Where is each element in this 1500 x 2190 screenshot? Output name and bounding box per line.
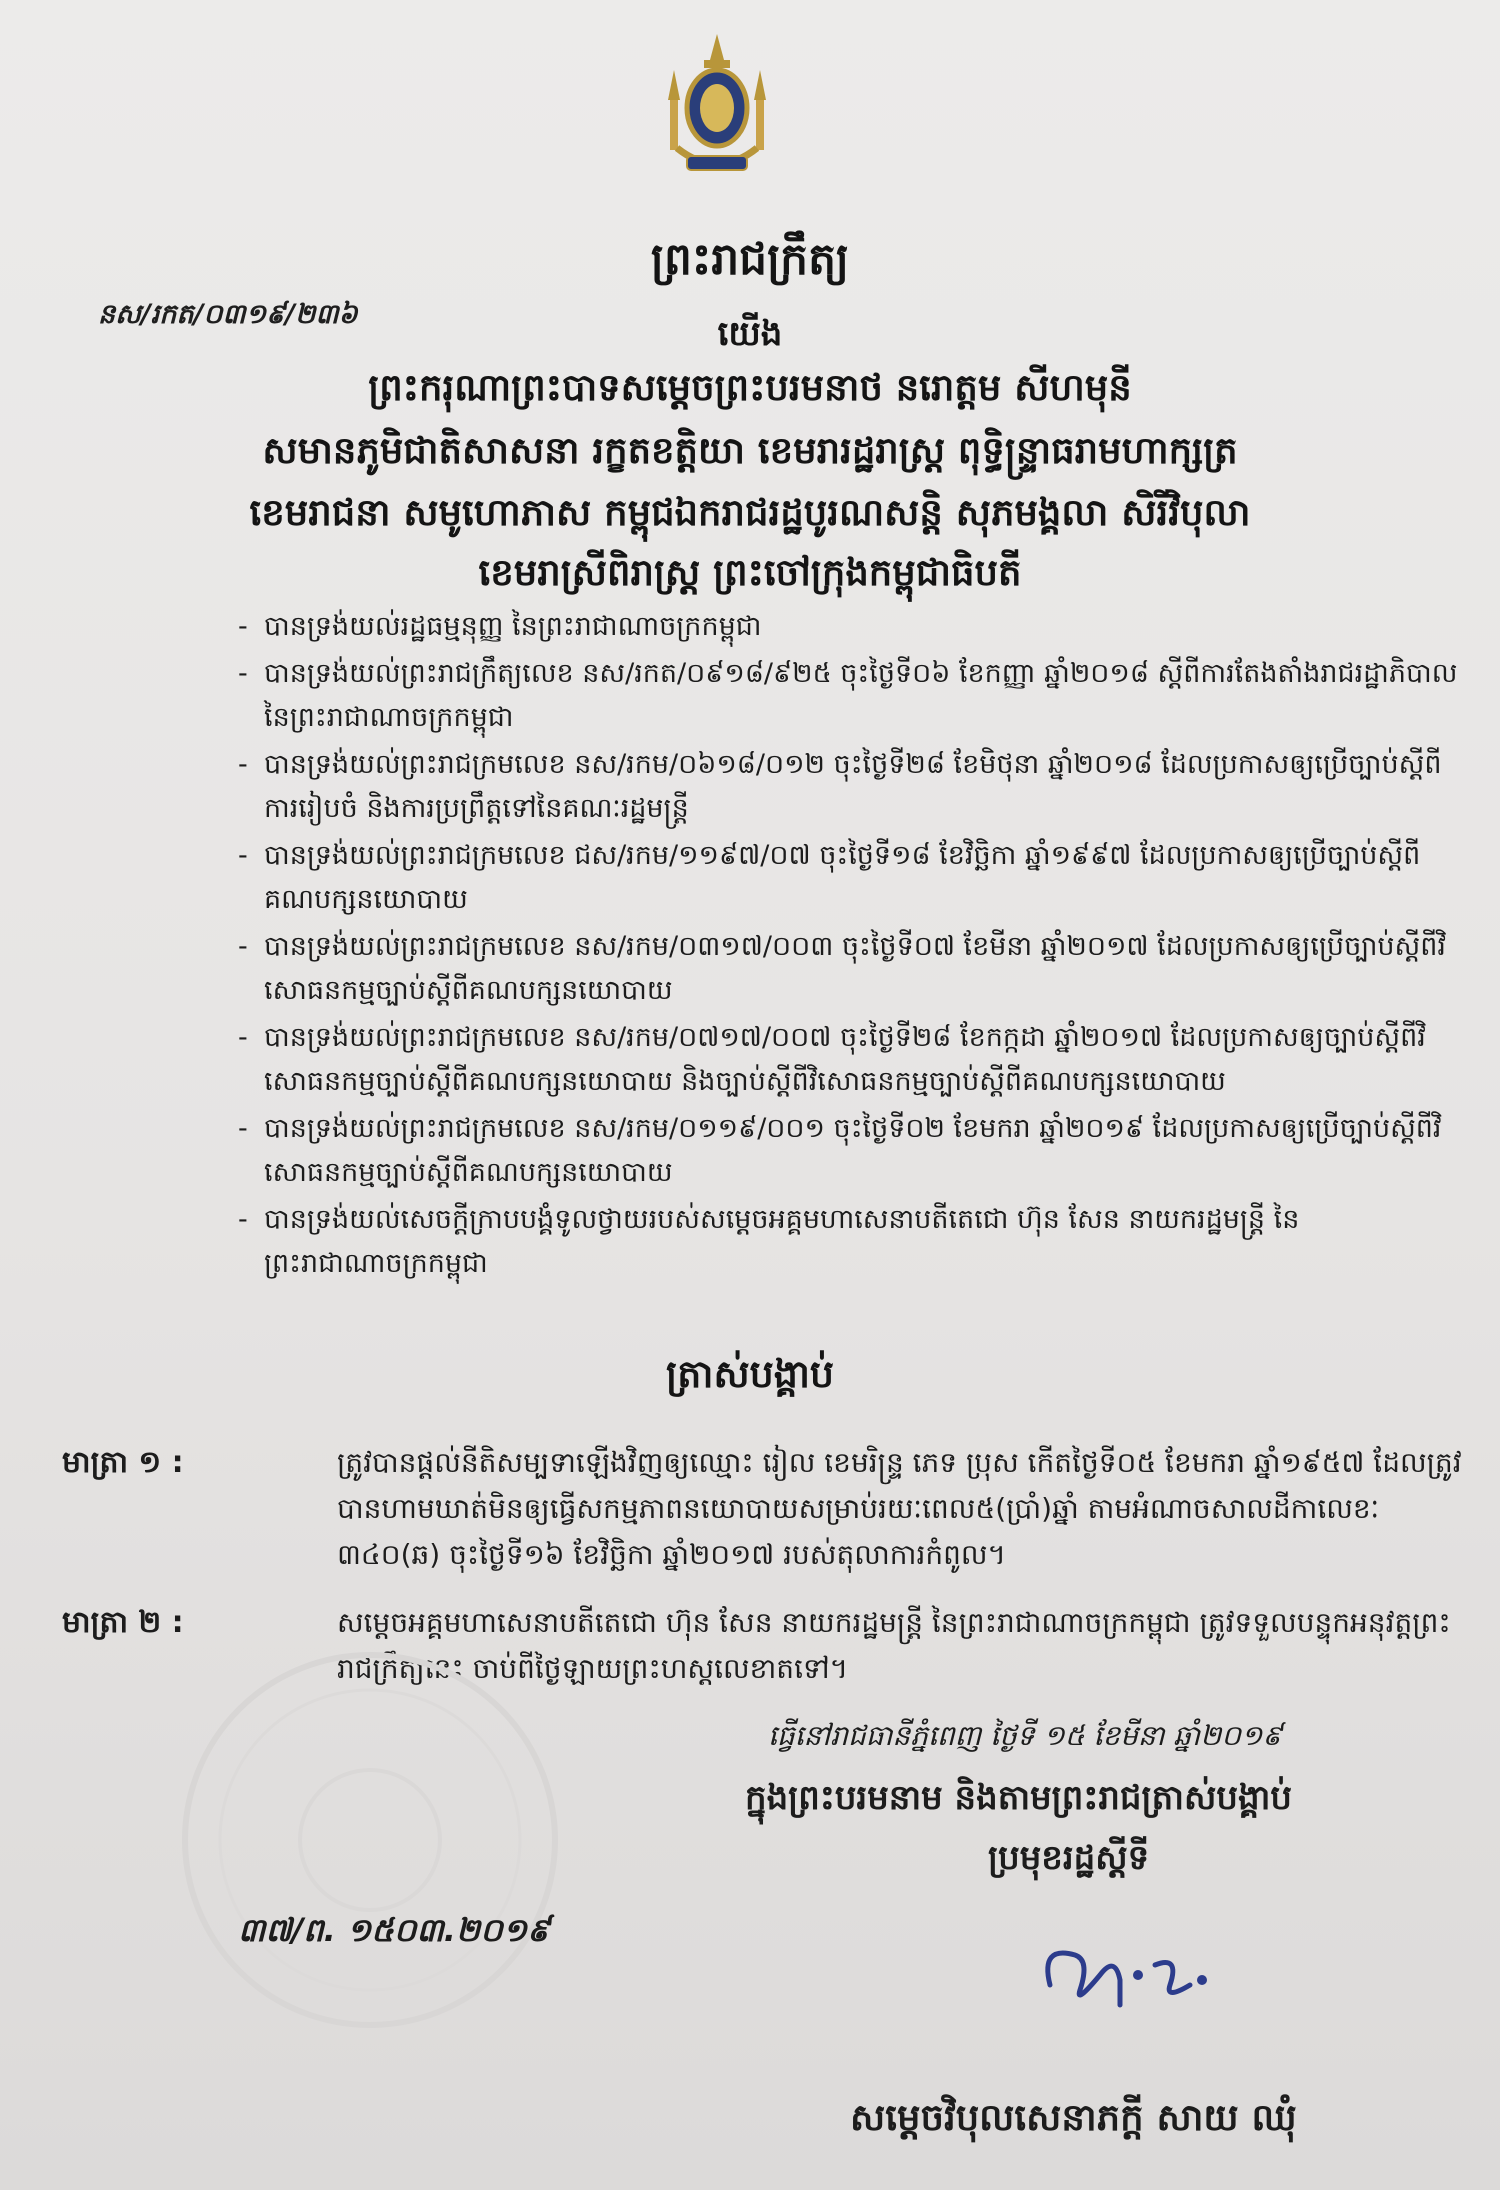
embossed-seal-icon [170,1640,570,2040]
king-title-line-3: ខេមរាជនា សមូហោភាស កម្ពុជឯករាជរដ្ឋបូរណសន្តិ សុភមង្គលា សិរីវិបុលា [249,491,1251,534]
recital-item: - បានទ្រង់យល់ព្រះរាជក្រមលេខ ជស/រកម/១១៩៧/០៧ ចុះថ្ងៃទី១៨ ខែវិច្ឆិកា ឆ្នាំ១៩៩៧ ដែលប្រកាសឲ្យប្រើច្បាប់ស្តីពីគណបក្សនយោបាយ [238,840,1421,915]
recital-item: - បានទ្រង់យល់ព្រះរាជក្រមលេខ នស/រកម/០៦១៨/០១២ ចុះថ្ងៃទី២៨ ខែមិថុនា ឆ្នាំ២០១៨ ដែលប្រកាសឲ្យប្រើច្បាប់ស្តីពីការរៀបចំ និងការប្រព្រឹត្តទៅនៃគណៈរដ្ឋមន្ត្រី [238,749,1442,824]
signature-authority-line: ក្នុងព្រះបរមនាម និងតាមព្រះរាជត្រាស់បង្គាប់ [745,1778,1292,1818]
recital-text: បានទ្រង់យល់ព្រះរាជក្រឹត្យលេខ នស/រកត/០៩១៨/៩២៥ ចុះថ្ងៃទី០៦ ខែកញ្ញា ឆ្នាំ២០១៨ ស្តីពីការតែងតាំងរាជរដ្ឋាភិបាល នៃព្រះរាជាណាចក្រកម្ពុជា [264,658,1458,733]
recital-text: បានទ្រង់យល់ព្រះរាជក្រមលេខ នស/រកម/០៣១៧/០០៣ ចុះថ្ងៃទី០៧ ខែមីនា ឆ្នាំ២០១៧ ដែលប្រកាសឲ្យប្រើច្បាប់ស្តីពីវិសោធនកម្មច្បាប់ស្តីពីគណបក្សនយោបាយ [264,931,1446,1006]
recital-text: បានទ្រង់យល់សេចក្តីក្រាបបង្គំទូលថ្វាយរបស់សម្តេចអគ្គមហាសេនាបតីតេជោ ហ៊ុន សែន នាយករដ្ឋមន្ត្រី នៃព្រះរាជាណាចក្រកម្ពុជា [264,1204,1300,1279]
royal-coat-of-arms-icon [642,30,792,190]
king-title-line-4: ខេមរាស្រីពិរាស្ត្រ ព្រះចៅក្រុងកម្ពុជាធិបតី [478,551,1022,594]
signer-name: សម្តេចវិបុលសេនាភក្តី សាយ ឈុំ [850,2096,1297,2139]
article-label: មាត្រា ២ : [62,1605,184,1640]
recital-text: បានទ្រង់យល់ព្រះរាជក្រមលេខ ជស/រកម/១១៩៧/០៧ ចុះថ្ងៃទី១៨ ខែវិច្ឆិកា ឆ្នាំ១៩៩៧ ដែលប្រកាសឲ្យប្រើច្បាប់ស្តីពីគណបក្សនយោបាយ [264,840,1421,915]
heading-we: យើង [717,314,783,354]
recital-item: - បានទ្រង់យល់ព្រះរាជក្រមលេខ នស/រកម/០៣១៧/០០៣ ចុះថ្ងៃទី០៧ ខែមីនា ឆ្នាំ២០១៧ ដែលប្រកាសឲ្យប្រើច្បាប់ស្តីពីវិសោធនកម្មច្បាប់ស្តីពីគណបក្សនយោបាយ [238,931,1446,1006]
recital-text: បានទ្រង់យល់ព្រះរាជក្រមលេខ នស/រកម/០១១៩/០០១ ចុះថ្ងៃទី០២ ខែមករា ឆ្នាំ២០១៩ ដែលប្រកាសឲ្យប្រើច្បាប់ស្តីពីវិសោធនកម្មច្បាប់ស្តីពីគណបក្សនយោបាយ [264,1113,1442,1188]
signature-title: ប្រមុខរដ្ឋស្តីទី [988,1838,1150,1878]
heading-order: ត្រាស់បង្គាប់ [665,1352,835,1396]
article-label: មាត្រា ១ : [62,1445,184,1480]
recital-item: - បានទ្រង់យល់ព្រះរាជក្រមលេខ នស/រកម/០៧១៧/០០៧ ចុះថ្ងៃទី២៨ ខែកក្កដា ឆ្នាំ២០១៧ ដែលប្រកាសឲ្យច្បាប់ស្តីពីវិសោធនកម្មច្បាប់ស្តីពីគណបក្សនយោបាយ និងច្បាប់ស្តីពីវិសោធនកម្មច្បាប់ស្តីពីគណបក្សនយោបាយ [238,1022,1426,1097]
place-and-date: ធ្វើនៅរាជធានីភ្នំពេញ ថ្ងៃទី ១៥ ខែមីនា ឆ្នាំ២០១៩ [768,1719,1283,1752]
article-text: សម្តេចអគ្គមហាសេនាបតីតេជោ ហ៊ុន សែន នាយករដ្ឋមន្ត្រី នៃព្រះរាជាណាចក្រកម្ពុជា ត្រូវទទួលបន្ទុកអនុវត្តព្រះរាជក្រឹត្យនេះ ចាប់ពីថ្ងៃឡាយព្រះហស្តលេខាតទៅ។ [337,1606,1451,1685]
king-title-line-1: ព្រះករុណាព្រះបាទសម្តេចព្រះបរមនាថ នរោត្តម សីហមុនី [368,366,1132,409]
handwritten-signature-icon [1020,1915,1220,2035]
reference-note: ៣៧/ព. ១៥០៣.២០១៩ [238,1911,550,1949]
article-1 [62,1440,1462,1578]
recital-item: - បានទ្រង់យល់សេចក្តីក្រាបបង្គំទូលថ្វាយរបស់សម្តេចអគ្គមហាសេនាបតីតេជោ ហ៊ុន សែន នាយករដ្ឋមន្ត្រី នៃព្រះរាជាណាចក្រកម្ពុជា [238,1204,1300,1279]
decree-title: ព្រះរាជក្រឹត្យ [650,234,850,285]
recital-item: - បានទ្រង់យល់ព្រះរាជក្រឹត្យលេខ នស/រកត/០៩១៨/៩២៥ ចុះថ្ងៃទី០៦ ខែកញ្ញា ឆ្នាំ២០១៨ ស្តីពីការតែងតាំងរាជរដ្ឋាភិបាល នៃព្រះរាជាណាចក្រកម្ពុជា [238,658,1458,733]
recital-text: បានទ្រង់យល់រដ្ឋធម្មនុញ្ញ នៃព្រះរាជាណាចក្រកម្ពុជា [264,611,762,642]
article-text: ត្រូវបានផ្តល់នីតិសម្បទាឡើងវិញឲ្យឈ្មោះ រៀល ខេមរិន្ទ្រ ភេទ ប្រុស កើតថ្ងៃទី០៥ ខែមករា ឆ្នាំ១៩៥៧ ដែលត្រូវបានហាមឃាត់មិនឲ្យធ្វើសកម្មភាពនយោបាយសម្រាប់រយៈពេល៥(ប្រាំ)ឆ្នាំ តាមអំណាចសាលដីកាលេខៈ ៣៤០(ឆ) ចុះថ្ងៃទី១៦ ខែវិច្ឆិកា ឆ្នាំ២០១៧ របស់តុលាការកំពូល។ [337,1446,1462,1571]
recital-item: - បានទ្រង់យល់រដ្ឋធម្មនុញ្ញ នៃព្រះរាជាណាចក្រកម្ពុជា [238,611,762,642]
recital-item: - បានទ្រង់យល់ព្រះរាជក្រមលេខ នស/រកម/០១១៩/០០១ ចុះថ្ងៃទី០២ ខែមករា ឆ្នាំ២០១៩ ដែលប្រកាសឲ្យប្រើច្បាប់ស្តីពីវិសោធនកម្មច្បាប់ស្តីពីគណបក្សនយោបាយ [238,1113,1442,1188]
recitals-list [238,605,1458,1289]
decree-number: នស/រកត/០៣១៩/២៣៦ [98,299,358,330]
king-title-line-2: សមានភូមិជាតិសាសនា រក្ខតខត្តិយា ខេមរារដ្ឋរាស្ត្រ ពុទ្ធិន្ទ្រាធរាមហាក្សត្រ [262,429,1238,472]
recital-text: បានទ្រង់យល់ព្រះរាជក្រមលេខ នស/រកម/០៧១៧/០០៧ ចុះថ្ងៃទី២៨ ខែកក្កដា ឆ្នាំ២០១៧ ដែលប្រកាសឲ្យច្បាប់ស្តីពីវិសោធនកម្មច្បាប់ស្តីពីគណបក្សនយោបាយ និងច្បាប់ស្តីពីវិសោធនកម្មច្បាប់ស្តីពីគណបក្សនយោបាយ [264,1022,1426,1097]
recital-text: បានទ្រង់យល់ព្រះរាជក្រមលេខ នស/រកម/០៦១៨/០១២ ចុះថ្ងៃទី២៨ ខែមិថុនា ឆ្នាំ២០១៨ ដែលប្រកាសឲ្យប្រើច្បាប់ស្តីពីការរៀបចំ និងការប្រព្រឹត្តទៅនៃគណៈរដ្ឋមន្ត្រី [264,749,1442,824]
